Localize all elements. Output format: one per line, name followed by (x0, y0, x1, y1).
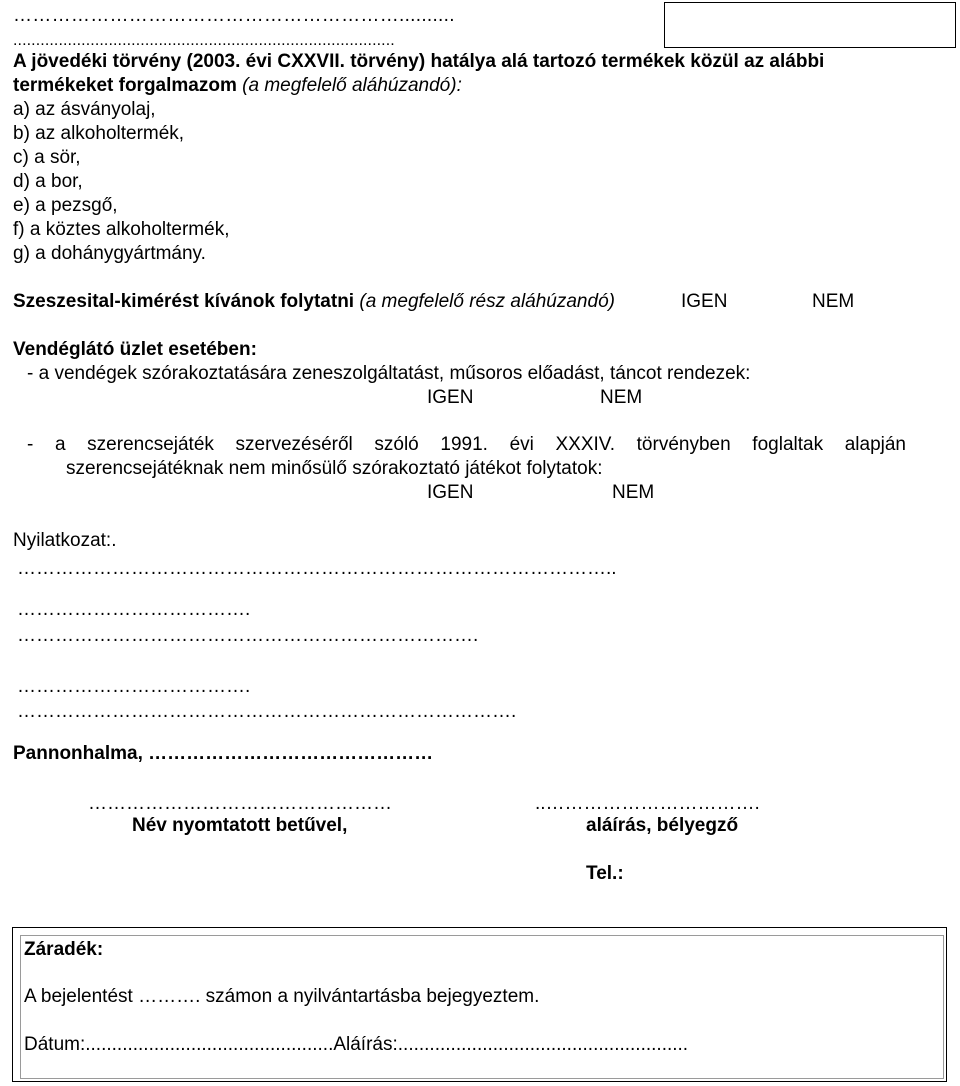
name-label: Név nyomtatott betűvel, (132, 815, 348, 836)
gambling-no: NEM (612, 482, 655, 503)
product-item-a: a) az ásványolaj, (13, 99, 156, 120)
declaration-line-3: ………………………………………………………………. (17, 625, 479, 646)
product-item-f: f) a köztes alkoholtermék, (13, 219, 230, 240)
product-item-b: b) az alkoholtermék, (13, 123, 185, 144)
law-intro-bold: termékeket forgalmazom (13, 75, 237, 96)
alcohol-statement (13, 290, 615, 314)
signature-dots: ..……………………………. (535, 793, 760, 814)
hospitality-heading: Vendéglátó üzlet esetében: (13, 339, 257, 360)
alcohol-yes: IGEN (681, 291, 728, 312)
alcohol-no: NEM (812, 291, 855, 312)
product-item-e: e) a pezsgő, (13, 195, 118, 216)
name-dots: ………………………………………… (88, 793, 392, 814)
gambling-yes: IGEN (427, 482, 474, 503)
declaration-line-2: ………………………………. (17, 599, 251, 620)
place-line: Pannonhalma, ……………………………………… (13, 743, 434, 764)
declaration-label: Nyilatkozat:. (13, 530, 117, 551)
law-intro-line-1: A jövedéki törvény (2003. évi CXXVII. törvény) hatálya alá tartozó termékek közül az alábbi (13, 51, 825, 72)
phone-label: Tel.: (586, 863, 624, 884)
product-item-d: d) a bor, (13, 171, 83, 192)
entertainment-yes: IGEN (427, 387, 474, 408)
product-item-g: g) a dohánygyártmány. (13, 243, 206, 264)
entertainment-no: NEM (600, 387, 643, 408)
signature-label: aláírás, bélyegző (586, 815, 739, 836)
alcohol-italic: (a megfelelő rész aláhúzandó) (354, 291, 615, 312)
closing-date-signature: Dátum:...............................................Aláírás:....................................................... (24, 1034, 689, 1055)
header-dots-line-1: …………………………………………………….......... (13, 5, 455, 26)
header-empty-box (664, 2, 956, 48)
closing-registration: A bejelentést ………. számon a nyilvántartásba bejegyeztem. (24, 986, 540, 1007)
closing-heading: Záradék: (24, 939, 104, 960)
gambling-statement-line-2: szerencsejátéknak nem minősülő szórakoztató játékot folytatok: (66, 458, 603, 479)
declaration-line-5: ……………………………………………………………………. (17, 701, 517, 722)
gambling-statement-line-1: - a szerencsejáték szervezéséről szóló 1991. évi XXXIV. törvényben foglaltak alapján (27, 434, 906, 455)
product-item-c: c) a sör, (13, 147, 81, 168)
alcohol-bold: Szeszesital-kimérést kívánok folytatni (13, 291, 355, 312)
header-dotted-box (0, 2, 652, 48)
header-dots-line-2: .................................................................................... (13, 32, 395, 49)
entertainment-statement: - a vendégek szórakoztatására zeneszolgáltatást, műsoros előadást, táncot rendezek: (27, 363, 751, 384)
law-intro-line-2 (13, 74, 462, 98)
declaration-line-4: ………………………………. (17, 676, 251, 697)
closing-clause-box (12, 927, 947, 1082)
law-intro-italic: (a megfelelő aláhúzandó): (236, 75, 462, 96)
declaration-line-1: ………………………………………………………………………………….. (17, 558, 617, 579)
